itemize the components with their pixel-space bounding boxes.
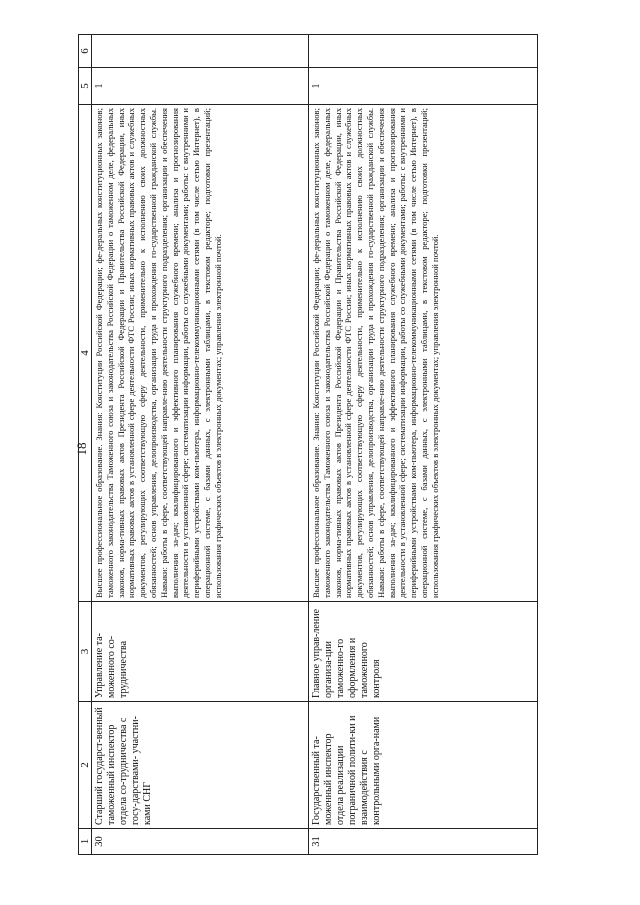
header-col-3: 3 xyxy=(79,602,92,702)
department-name: Управление та-моженного со-трудничества xyxy=(92,602,309,702)
column-5-value: 1 xyxy=(92,68,309,105)
column-5-value: 1 xyxy=(309,68,538,105)
position-title: Государственный та-моженный инспектор отдела реализации пограничной полити-ки и взаимодействия с контрольными орга-нами xyxy=(309,702,538,829)
row-number: 30 xyxy=(92,829,309,855)
header-col-4: 4 xyxy=(79,105,92,602)
row-number: 31 xyxy=(309,829,538,855)
column-6-value xyxy=(309,35,538,68)
header-col-1: 1 xyxy=(79,829,92,855)
table-row xyxy=(309,35,538,855)
header-col-5: 5 xyxy=(79,68,92,105)
header-col-2: 2 xyxy=(79,702,92,829)
qualification-requirements: Высшее профессиональное образование. Знания: Конституции Российской Федерации; фе-деральных конституционных законов; таможенного законодательства Таможенного союза и законодательства Российской Федерации о таможенном деле, федеральных законов, норма-тивных правовых актов Президента Российской Федерации и Правительства Российской Федерации, иных нормативных правовых актов в установленной сфере деятельности ФТС России; иных нормативных правовых актов и служебных документов, регулирующих соответствующую сферу деятельности, применительно к исполнению своих должностных обязанностей; основ управления, делопроизводства, организации труда и прохождения го-сударственной гражданской службы. Навыки: работы в сфере, соответствующей направле-нию деятельности структурного подразделения; организации и обеспечения выполнения за-дач; квалифицированного и эффективного планирования служебного времени; анализа и прогнозирования деятельности в установленной сфере; систематизации информации, работы со служебными документами; работы: с внутренними и периферийными устройствами ком-пьютера, информационно-телекоммуникационными сетями (в том числе сетью Интернет), в операционной системе, с базами данных, с электронными таблицами, в текстовом редакторе; подготовки презентаций; использования графических объектов в электронных документах; управления электронной почтой. xyxy=(309,105,538,602)
rotated-table-container xyxy=(78,35,528,855)
column-6-value xyxy=(92,35,309,68)
table-row xyxy=(92,35,309,855)
header-col-6: 6 xyxy=(79,35,92,68)
positions-table xyxy=(78,34,538,855)
table-header-row xyxy=(79,35,92,855)
qualification-requirements: Высшее профессиональное образование. Знания: Конституции Российской Федерации; фе-деральных конституционных законов; таможенного законодательства Таможенного союза и законодательства Российской Федерации о таможенном деле, федеральных законов, норма-тивных правовых актов Президента Российской Федерации и Правительства Российской Федерации, иных нормативных правовых актов в установленной сфере деятельности ФТС России; иных нормативных правовых актов и служебных документов, регулирующих соответствующую сферу деятельности, применительно к исполнению своих должностных обязанностей; основ управления, делопроизводства, организации труда и прохождения го-сударственной гражданской службы. Навыки: работы в сфере, соответствующей направле-нию деятельности структурного подразделения; организации и обеспечения выполнения за-дач; квалифицированного и эффективного планирования служебного времени; анализа и прогнозирования деятельности в установленной сфере; систематизации информации, работы со служебными документами; работы: с внутренними и периферийными устройствами ком-пьютера, информационно-телекоммуникационными сетями (в том числе сетью Интернет), в операционной системе, с базами данных, с электронными таблицами, в текстовом редакторе; подготовки презентаций; использования графических объектов в электронных документах; управления электронной почтой. xyxy=(92,105,309,602)
position-title: Старший государст-венный таможенный инспектор отдела со-трудничества с госу-дарствами- участни-ками СНГ xyxy=(92,702,309,829)
department-name: Главное управ-ление организа-ции таможенно-го оформления и таможенного контроля xyxy=(309,602,538,702)
page-number: 18 xyxy=(74,442,89,456)
